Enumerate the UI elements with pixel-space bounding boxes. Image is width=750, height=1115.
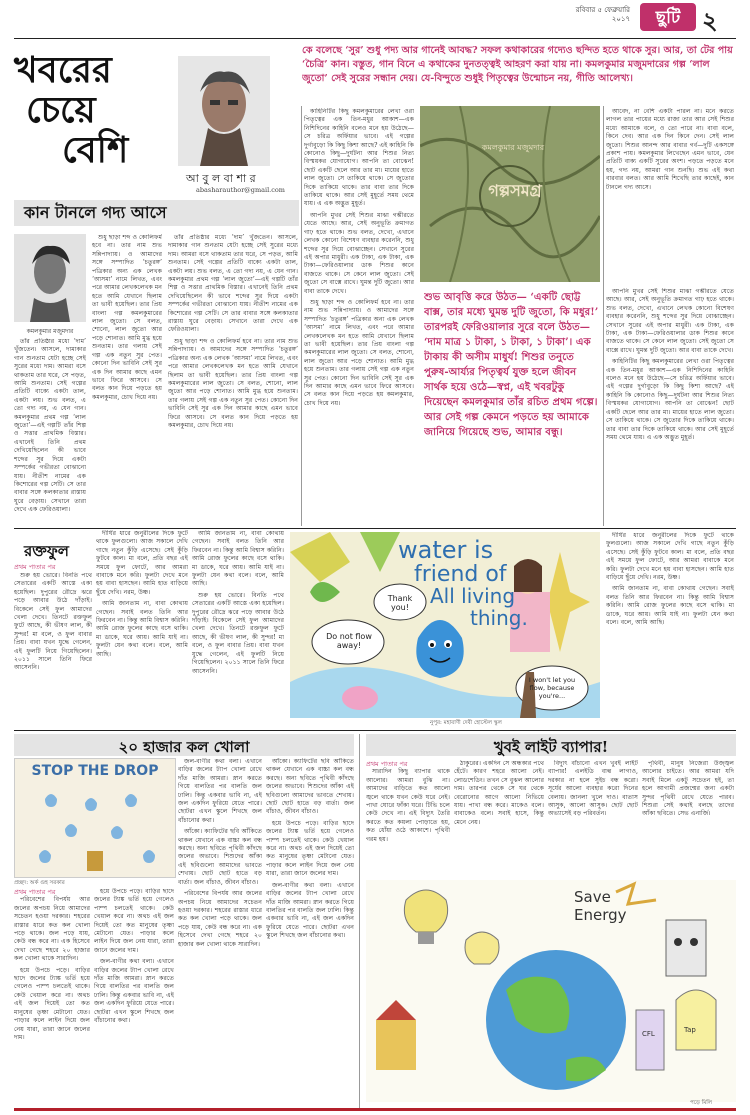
column-paragraph: আপনি মুখর সেই শিশুর মাঝা গম্ভীরতে যেতে আছে। আর, সেই অনুভূতি ক্রমাগত গাঢ় হতে থাকে। শুভ বলত, দেখো, এখানে লেখক কোনো বিশেষণ ব্যবহার করেননি, শুধু শব্দের সুর দিয়ে বোঝাচ্ছেন। সেখানে সুরের এই অপার মাধুরী। এক টাকা, এক টাকা, এক টাকা—ফেরিওয়ালার ডাক শিশুর কানে বাজতে থাকে। সে কেনে লাল জুতো। সেই জুতো সে বাক্সে রাখে। ঘুমন্ত দুটি জুতো। আর বাবা তাকে দেখে।	[606, 288, 734, 354]
column-intro: কে বলেছে ‘সুর’ শুধু পদ্য আর গানেই আবদ্ধ? সফল কথাকারের গদ্যেও ছন্দিত হতে থাকে সুর। আর, তা টের পায় ‘চৈত্রি’ কান। বস্তুত, গান বিনে এ কথাকের দুনতত্ত্বই আহরণ করা যায় না। কমলকুমার মজুমদারের গল্প ‘লাল জুতো’ সেই সুরের সন্ধান দেয়। যে-বিন্দুতে শুধুই পিতৃত্বের উন্মোচন নয়, গীতি আলেখ্য।	[302, 45, 733, 84]
column-paragraph: শুধু ছাড়া শব্দ ও কোলিফর্ম হবে না। তার নাম শুভ সন্নিপাদ্যায়। ও আমাদের সঙ্গে সম্পাদিত ‘চতুরঙ্গ’ পত্রিকার অন্য এক লেখক ‘আসমা’ নামে লিখত, এবং পরে আমার লেখকলেখক মন হতে আমি যেখানে ছিলাম তা ভাবী হয়েছিল। তার প্রিয় বাংলা গল্প কমলকুমারের লাল জুতো। সে বলত, শোনো, লাল জুতো আর পড়ে শোনাত। আমি মুগ্ধ হয়ে শুনতাম। তার গলায় সেই গল্প এক নতুন সুর পেত। কোনো দিন ভাবিনি সেই সুর এক দিন আমার কাছে এমন ভাবে ফিরে আসবে। সে বলত কান দিয়ে পড়তে হয় কমলকুমার, চোখ দিয়ে নয়।	[304, 298, 414, 407]
save-energy-art-icon	[366, 880, 736, 1102]
story-paragraph: ঠাকুরের। একদিন সে অন্ধকার পথে হেঁটে। কারণ শহরে আলো নেই। লোডশেডিং। তখন সে বুঝল আলোর দাম। তারপর থেকে সে ঘর থেকে বেরোনোর আগে আলো নিভিয়ে যায়। পাখা বন্ধ করে। মাকেও বলে। বাবাকেও বলে। সবাই হাসে, কিন্তু মেনে নেয়।	[454, 760, 544, 826]
raktaphul-col1	[14, 572, 92, 722]
story-paragraph: পৃথিবী, মানুষ নিজেরা উজ্জ্বল আলোর চাইতে। আর আমরা যদি সবাই মিলে একটু সচেতন হই, তা হলে আগামী প্রজন্মের জন্য একটা সুন্দর পৃথিবী রেখে যেতে পারব। শিশুরা সেই কথাই বলছে তাদের আঁকা ছবিতে। সেভ এনার্জি।	[642, 760, 734, 818]
khubi-light-col4	[642, 760, 734, 878]
column-text-col1b	[14, 338, 86, 524]
column-paragraph: তাঁর প্রতিষ্ঠার মধ্যে ‘দাম’ খুঁজতেন। আসলে, দামাকার গান শুনতাম যেটা হচ্ছে সেই সুরের মধ্যে দাম। আমরা বসে থাকতাম তার ঘরে, সে পড়ত, আমি শুনতাম। সেই গল্পের প্রতিটি বাক্যে একটা তাল, একটা লয়। শুভ বলত, এ তো গদ্য নয়, এ যেন গান। কমলকুমার প্রথম গল্প ‘লাল জুতো’—এই গল্পটি তাঁর শিল্প ও সত্তার প্রাথমিক বিস্তার। এখানেই তিনি প্রথম দেখিয়েছিলেন কী ভাবে শব্দের সুর দিয়ে একটা সম্পর্কের গভীরতা বোঝানো যায়। নীতীশ নামের এক কিশোরের গল্প সেটি। সে তার বাবার সঙ্গে কলকাতার রাস্তায় ঘুরে বেড়ায়। সেখানে তারা দেখে এক ফেরিওয়ালা।	[14, 338, 86, 514]
story-paragraph: আঁকো। ক্যাফিটের ছবি আঁকিতে থাকল যেখানে এক বাচ্চা কল বন্ধ করছে। অন্য ছবিতে পৃথিবী কাঁদছে জলের অভাবে। শিশুদের আঁকা এই ছবিগুলো আমাদের ভাবতে শেখায়। ছোট ছোট হাতে বড় বার্তা। জল বাঁচাও, জীবন বাঁচাও।	[266, 758, 354, 816]
bubble-wont: I won't let you flow, because you're...	[528, 676, 576, 700]
kal-khola-col4	[266, 758, 354, 1108]
masthead-rule	[14, 38, 736, 39]
section-rule	[14, 528, 736, 529]
story-paragraph: দীর্ঘির ধারে জনুরীলের দিকে ফুটে থাকে ফুলগুলো। আজ সকালে দেখি গাছে নতুন কুঁড়ি এসেছে। সেই কুঁড়ি ফুটবে কাল। মা বলে, প্রতি বছর এই সময়ে ফুল ফোটে, আর আমরা বাবাকে মনে করি। ফুলটা দেখে মনে হয় বাবা হাসছেন। আমি হাত বাড়িয়ে ছুঁয়ে দেখি। নরম, উষ্ণ।	[606, 532, 734, 582]
masthead-date: রবিবার ৫ ফেব্রুয়ারি ২০১৭	[575, 6, 630, 23]
raktaphul-col3	[192, 530, 284, 722]
story-paragraph: দীর্ঘির ধারে জনুরীলের দিকে ফুটে থাকে ফুলগুলো। আজ সকালে দেখি গাছে নতুন কুঁড়ি এসেছে। সেই কুঁড়ি ফুটবে কাল। মা বলে, প্রতি বছর এই সময়ে ফুল ফোটে, আর আমরা বাবাকে মনে করি। ফুলটা দেখে মনে হয় বাবা হাসছেন। আমি হাত বাড়িয়ে ছুঁয়ে দেখি। নরম, উষ্ণ।	[96, 530, 188, 596]
kamalkumar-portrait-icon	[14, 234, 86, 322]
raktaphul-col4	[606, 532, 734, 722]
energy-credit: পড়ে মিলি	[690, 1100, 712, 1106]
story-paragraph: আমি জানতাম না, বাবা কোথায় গেছেন। সবাই বলত তিনি আর ফিরবেন না। কিন্তু আমি বিশ্বাস করিনি। আমি রোজ ফুলের কাছে বসে থাকি। মা ডাকে, ঘরে আয়। আমি যাই না। ফুলটা যেন কথা বলে। বলে, আমি আছি।	[96, 600, 188, 658]
kal-khola-byline-credit: প্রচ্ছদ: অর্ক গুহ সরকার	[14, 880, 65, 886]
column-text-col4	[606, 108, 734, 282]
column-paragraph: আপনি মুখর সেই শিশুর মাঝা গম্ভীরতে যেতে আছে। আর, সেই অনুভূতি ক্রমাগত গাঢ় হতে থাকে। শুভ বলত, দেখো, এখানে লেখক কোনো বিশেষণ ব্যবহার করেননি, শুধু শব্দের সুর দিয়ে বোঝাচ্ছেন। সেখানে সুরের এই অপার মাধুরী। এক টাকা, এক টাকা, এক টাকা—ফেরিওয়ালার ডাক শিশুর কানে বাজতে থাকে। সে কেনে লাল জুতো। সেই জুতো সে বাক্সে রাখে। ঘুমন্ত দুটি জুতো। আর বাবা তাকে দেখে।	[304, 211, 414, 295]
khubi-light-col1	[366, 760, 450, 878]
khubi-light-col3	[548, 760, 638, 878]
page-number: ২	[702, 6, 718, 35]
column-paragraph: তাঁর প্রতিষ্ঠার মধ্যে ‘দাম’ খুঁজতেন। আসলে, দামাকার গান শুনতাম যেটা হচ্ছে সেই সুরের মধ্যে দাম। আমরা বসে থাকতাম তার ঘরে, সে পড়ত, আমি শুনতাম। সেই গল্পের প্রতিটি বাক্যে একটা তাল, একটা লয়। শুভ বলত, এ তো গদ্য নয়, এ যেন গান। কমলকুমার প্রথম গল্প ‘লাল জুতো’—এই গল্পটি তাঁর শিল্প ও সত্তার প্রাথমিক বিস্তার। এখানেই তিনি প্রথম দেখিয়েছিলেন কী ভাবে শব্দের সুর দিয়ে একটা সম্পর্কের গভীরতা বোঝানো যায়। নীতীশ নামের এক কিশোরের গল্প সেটি। সে তার বাবার সঙ্গে কলকাতার রাস্তায় ঘুরে বেড়ায়। সেখানে তারা দেখে এক ফেরিওয়ালা।	[168, 234, 298, 334]
book-title: গল্পসমগ্র	[488, 181, 542, 200]
pull-quote: শুভ আবৃত্তি করে উঠত— ‘একটি ছোট্ট বাক্স, তার মধ্যে ঘুমন্ত দুটি জুতো, কি মধুর!’ তারপরই ফেরিওয়ালার সুরে বলে উঠত— ‘দাম মাত্র ১ টাকা, ১ টাকা, ১ টাকা’। এক টাকায় কী অসীম মাধুর্য! শিশুর তনুতে পুরুষ-আর্য্যর পিতৃত্বর্য যুক্ত হলে জীবন সার্থক হয়ে ওঠে—স্বপ্ন, এই খবরটুকু দিয়েছেন কমলকুমার তাঁর রচিত প্রথম গল্পে। আর সেই গল্প কেমনে পড়তে হয় আমাকে জানিয়ে গিয়েছে শুভ, আমার বন্ধু।	[424, 291, 599, 438]
story-paragraph: শুরু হয় ভোরে। বিনতি পথে সেতারের একটি আস্তে একা হয়েছিল। দুপুরের রৌদ্রে ঝরে পড়ে আবার উঠে দাঁড়াই। বিকেলে সেই ফুল আমাদের খেলা দেখে। তিনটে রক্তফুল ফুটে আছে, কী ভীষণ লাল, কী সুন্দর! মা বলে, ও ফুল বাবার প্রিয়। বাবা যখন যুদ্ধে গেলেন, এই ফুলটি নিয়ে গিয়েছিলেন। ২০১১ সালে তিনি ফিরে আসেননি।	[14, 572, 92, 672]
bubble-flow: Do not flow away!	[326, 632, 372, 650]
column-text-col1	[92, 234, 162, 524]
water-slogan-line3: All living	[430, 584, 516, 608]
water-slogan-line1: water is	[398, 536, 494, 564]
column-text-col5	[606, 288, 734, 524]
divider	[603, 106, 604, 526]
book-author: কমলকুমার মজুমদার	[481, 143, 545, 152]
water-slogan-line4: thing.	[470, 606, 528, 630]
story-paragraph: হয়ে উপচে পড়ে। বাড়ির ছাদে জলের ট্যাঙ্ক ভর্তি হয়ে গেলেও পাম্প চলতেই থাকে। কেউ খেয়াল করে না। অথচ এই জল দিয়েই তো কত মানুষের তৃষ্ণা মেটানো যেত। পাড়ার কলে লাইন দিয়ে জল নেয় যারা, তারা জানে জলের দাম।	[266, 819, 354, 878]
story-paragraph: আমি জানতাম না, বাবা কোথায় গেছেন। সবাই বলত তিনি আর ফিরবেন না। কিন্তু আমি বিশ্বাস করিনি। আমি রোজ ফুলের কাছে বসে থাকি। মা ডাকে, ঘরে আয়। আমি যাই না। ফুলটা যেন কথা বলে। বলে, আমি আছি।	[606, 585, 734, 627]
story-paragraph: জল-বাণীর কথা বলা। এখানে বাড়ির জলের ট্যাপ খোলা রেখে দাঁত মাজি আমরা। স্নান করতে গিয়ে বালতির পর বালতি জল ঢালি। কিন্তু একবার ভাবি না, এই জল একদিন ফুরিয়ে যেতে পারে। ছোটরা এখন স্কুলে শিখছে জল বাঁচানোর কথা।	[178, 758, 262, 824]
save-energy-text: Save Energy	[574, 888, 627, 924]
column-paragraph: শুধু ছাড়া শব্দ ও কোলিফর্ম হবে না। তার নাম শুভ সন্নিপাদ্যায়। ও আমাদের সঙ্গে সম্পাদিত ‘চতুরঙ্গ’ পত্রিকার অন্য এক লেখক ‘আসমা’ নামে লিখত, এবং পরে আমার লেখকলেখক মন হতে আমি যেখানে ছিলাম তা ভাবী হয়েছিল। তার প্রিয় বাংলা গল্প কমলকুমারের লাল জুতো। সে বলত, শোনো, লাল জুতো আর পড়ে শোনাত। আমি মুগ্ধ হয়ে শুনতাম। তার গলায় সেই গল্প এক নতুন সুর পেত। কোনো দিন ভাবিনি সেই সুর এক দিন আমার কাছে এমন ভাবে ফিরে আসবে। সে বলত কান দিয়ে পড়তে হয় কমলকুমার, চোখ দিয়ে নয়।	[168, 337, 298, 429]
water-drawing	[290, 532, 600, 718]
story-paragraph: শুরু হয় ভোরে। বিনতি পথে সেতারের একটি আস্তে একা হয়েছিল। দুপুরের রৌদ্রে ঝরে পড়ে আবার উঠে দাঁড়াই। বিকেলে সেই ফুল আমাদের খেলা দেখে। তিনটে রক্তফুল ফুটে আছে, কী ভীষণ লাল, কী সুন্দর! মা বলে, ও ফুল বাবার প্রিয়। বাবা যখন যুদ্ধে গেলেন, এই ফুলটি নিয়ে গিয়েছিলেন। ২০১১ সালে তিনি ফিরে আসেননি।	[192, 591, 284, 675]
column-headline: কান টানলে গদ্য আসে	[24, 203, 167, 222]
story-paragraph: পরিবেশের বিপর্যয় আর জলের অপচয় নিয়ে আমাদের সচেতন হওয়া দরকার। শহরের রাস্তার ধারে কত কল খোলা পড়ে থাকে। জল পড়ে যায়, কেউ বন্ধ করে না। এক হিসেবে দেখা গেছে শহরে ২০ হাজার কল খোলা থাকে সারাদিন।	[178, 890, 262, 948]
divider	[301, 106, 302, 526]
column-text-col2	[168, 234, 298, 524]
khubi-light-byline: প্রথম পাতার পর	[366, 760, 408, 768]
column-paragraph: শুধু ছাড়া শব্দ ও কোলিফর্ম হবে না। তার নাম শুভ সন্নিপাদ্যায়। ও আমাদের সঙ্গে সম্পাদিত ‘চতুরঙ্গ’ পত্রিকার অন্য এক লেখক ‘আসমা’ নামে লিখত, এবং পরে আমার লেখকলেখক মন হতে আমি যেখানে ছিলাম তা ভাবী হয়েছিল। তার প্রিয় বাংলা গল্প কমলকুমারের লাল জুতো। সে বলত, শোনো, লাল জুতো আর পড়ে শোনাত। আমি মুগ্ধ হয়ে শুনতাম। তার গলায় সেই গল্প এক নতুন সুর পেত। কোনো দিন ভাবিনি সেই সুর এক দিন আমার কাছে এমন ভাবে ফিরে আসবে। সে বলত কান দিয়ে পড়তে হয় কমলকুমার, চোখ দিয়ে নয়।	[92, 234, 162, 401]
column-text-col3	[304, 108, 414, 524]
bubble-thanks: Thank you!	[387, 594, 413, 612]
stop-drop-drawing	[14, 758, 176, 878]
book-cover	[420, 106, 600, 282]
column-title-line1: খবরের	[14, 49, 112, 91]
raktaphul-byline: প্রথম পাতার পর	[14, 563, 56, 571]
water-credit: নুপুর: মহাবাণী দেবী হোস্টেল স্কুল	[430, 720, 502, 726]
column-paragraph: আবেদ, না বেশি একটা পারল না। মনে করতে লাগল তার পায়ের মধ্যে রাজা তার আর সেই শিশুর মধ্যে আমাকে বলে, ও তো পারে না। বাবা বলে, কিনে দেব। আর এক দিন কিনে দেন। সেই লাল জুতো। শিশুর আনন্দ আর বাবার গর্ব—দুটি একসঙ্গে প্রকাশ পায়। কমলকুমার লিখেছেন এমন ভাবে, যেন প্রতিটি বাক্য একটি সুরের অংশ। পড়তে পড়তে মনে হয়, গদ্য নয়, আমরা গান শুনছি। শুভ এই কথা বারবার বলত। আর আমি শিখেছি তার কাছেই, কান টানলে গদ্য আসে।	[606, 108, 734, 191]
story-paragraph: আমি জানতাম না, বাবা কোথায় গেছেন। সবাই বলত তিনি আর ফিরবেন না। কিন্তু আমি বিশ্বাস করিনি। আমি রোজ ফুলের কাছে বসে থাকি। মা ডাকে, ঘরে আয়। আমি যাই না। ফুলটা যেন কথা বলে। বলে, আমি আছি।	[192, 530, 284, 588]
raktaphul-headline: রক্তফুল	[24, 542, 69, 560]
section-name: ছুটি	[655, 8, 681, 28]
footer-red-rule	[14, 1108, 736, 1111]
kal-khola-byline: প্রথম পাতার পর	[14, 888, 56, 896]
water-slogan-line2: friend of	[414, 562, 507, 587]
column-title-line3: বেশি	[62, 129, 129, 171]
khubi-light-headline: খুবই লাইট ব্যাপার!	[493, 738, 609, 756]
author-photo	[178, 56, 270, 166]
story-paragraph: বিদ্যুৎ বাঁচানো এখন খুবই লাইট ব্যাপার! এলইডি বাল্ব লাগাও, দরকার না হলে সুইচ বন্ধ করো। সূর্যের আলো ব্যবহার করো দিনের বেলায়। জানলা খুলে দাও। বাতাস আসুক, আলো আসুক। ছোট ছোট অভ্যাসেই বড় পরিবর্তন।	[548, 760, 638, 818]
divider	[359, 734, 360, 1108]
story-paragraph: আঁকো। ক্যাফিটের ছবি আঁকিতে থাকল যেখানে এক বাচ্চা কল বন্ধ করছে। অন্য ছবিতে পৃথিবী কাঁদছে জলের অভাবে। শিশুদের আঁকা এই ছবিগুলো আমাদের ভাবতে শেখায়। ছোট ছোট হাতে বড় বার্তা। জল বাঁচাও, জীবন বাঁচাও।	[178, 828, 262, 886]
story-paragraph: হয়ে উপচে পড়ে। বাড়ির ছাদে জলের ট্যাঙ্ক ভর্তি হয়ে গেলেও পাম্প চলতেই থাকে। কেউ খেয়াল করে না। অথচ এই জল দিয়েই তো কত মানুষের তৃষ্ণা মেটানো যেত। পাড়ার কলে লাইন দিয়ে জল নেয় যারা, তারা জানে জলের দাম।	[94, 888, 174, 954]
column-paragraph: কাহিনিটির কিছু কমলকুমারের লেখা ওরা পিতৃত্বের এক তিন-মধুর আকাশ—এক নিশিদিনের কাহিনি বলেও মনে হয় উঠেছে—সে চরিত্র অর্ফিয়ার ভাবে। এই গল্পের দুর্গাবুড়ো কি কিছু কিশা আছে? এই কাহিনি কি কোনোও কিছু—দুর্ঘটনা আর শিশুর নিত্য বিস্ময়কর যোগাযোগ। আপনি তা বোঝেন! ছোট একটি ছেলে আর তার মা। মায়ের হাতে লাল জুতো। সে তাকিয়ে থাকে। সে জুতোর দিকে তাকিয়ে থাকে। তার বাবা তার দিকে তাকিয়ে থাকে। আর সেই মুহূর্তে সময় থেমে যায়। এ এক অদ্ভুত মুহূর্ত।	[304, 108, 414, 208]
kal-khola-col1	[14, 888, 90, 1108]
column-paragraph: কাহিনিটির কিছু কমলকুমারের লেখা ওরা পিতৃত্বের এক তিন-মধুর আকাশ—এক নিশিদিনের কাহিনি বলেও মনে হয় উঠেছে—সে চরিত্র অর্ফিয়ার ভাবে। এই গল্পের দুর্গাবুড়ো কি কিছু কিশা আছে? এই কাহিনি কি কোনোও কিছু—দুর্ঘটনা আর শিশুর নিত্য বিস্ময়কর যোগাযোগ। আপনি তা বোঝেন! ছোট একটি ছেলে আর তার মা। মায়ের হাতে লাল জুতো। সে তাকিয়ে থাকে। সে জুতোর দিকে তাকিয়ে থাকে। তার বাবা তার দিকে তাকিয়ে থাকে। আর সেই মুহূর্তে সময় থেমে যায়। এ এক অদ্ভুত মুহূর্ত।	[606, 358, 734, 441]
column-title-block	[14, 50, 164, 190]
kal-khola-col3	[178, 758, 262, 1108]
kal-khola-headline: ২০ হাজার কল খোলা	[118, 738, 250, 756]
kal-khola-col2	[94, 888, 174, 1108]
author-email[interactable]: abasharauthor@gmail.com	[196, 186, 285, 194]
save-energy-drawing	[366, 880, 736, 1102]
section-rule	[14, 730, 736, 731]
story-paragraph: জল-বাণীর কথা বলা। এখানে বাড়ির জলের ট্যাপ খোলা রেখে দাঁত মাজি আমরা। স্নান করতে গিয়ে বালতির পর বালতি জল ঢালি। কিন্তু একবার ভাবি না, এই জল একদিন ফুরিয়ে যেতে পারে। ছোটরা এখন স্কুলে শিখছে জল বাঁচানোর কথা।	[94, 958, 174, 1025]
stop-drop-text: STOP THE DROP	[31, 763, 159, 779]
author-name: আ বু ল বা শা র	[186, 172, 256, 185]
tap-label: Tap	[684, 1026, 696, 1034]
story-paragraph: সারাদিন কিছু ব্যাপার থাকে আলোর। আমরা বুঝি না। আমাদের বাড়িতে কত আলো জ্বলে থাকে যখন কেউ ঘরে নেই। পাখা ঘোরে ফাঁকা ঘরে। টিভি চলে কেউ দেখে না। এই বিদ্যুৎ তৈরি করতে কত কয়লা পোড়াতে হয়, কত ধোঁয়া ওঠে আকাশে। পৃথিবী গরম হয়।	[366, 768, 450, 843]
khubi-light-col2	[454, 760, 544, 878]
kamalkumar-photo	[14, 234, 86, 322]
story-paragraph: পরিবেশের বিপর্যয় আর জলের অপচয় নিয়ে আমাদের সচেতন হওয়া দরকার। শহরের রাস্তার ধারে কত কল খোলা পড়ে থাকে। জল পড়ে যায়, কেউ বন্ধ করে না। এক হিসেবে দেখা গেছে শহরে ২০ হাজার কল খোলা থাকে সারাদিন।	[14, 896, 90, 963]
story-paragraph: হয়ে উপচে পড়ে। বাড়ির ছাদে জলের ট্যাঙ্ক ভর্তি হয়ে গেলেও পাম্প চলতেই থাকে। কেউ খেয়াল করে না। অথচ এই জল দিয়েই তো কত মানুষের তৃষ্ণা মেটানো যেত। পাড়ার কলে লাইন দিয়ে জল নেয় যারা, তারা জানে জলের দাম।	[14, 966, 90, 1041]
masthead	[0, 0, 750, 40]
story-paragraph: জল-বাণীর কথা বলা। এখানে বাড়ির জলের ট্যাপ খোলা রেখে দাঁত মাজি আমরা। স্নান করতে গিয়ে বালতির পর বালতি জল ঢালি। কিন্তু একবার ভাবি না, এই জল একদিন ফুরিয়ে যেতে পারে। ছোটরা এখন স্কুলে শিখছে জল বাঁচানোর কথা।	[266, 881, 354, 940]
column-title-line2: চেয়ে	[26, 89, 96, 131]
author-portrait-icon	[178, 56, 270, 166]
raktaphul-col2	[96, 530, 188, 722]
kamalkumar-caption: কমলকুমার মজুমদার	[26, 328, 74, 335]
cfl-label: CFL	[642, 1030, 655, 1038]
